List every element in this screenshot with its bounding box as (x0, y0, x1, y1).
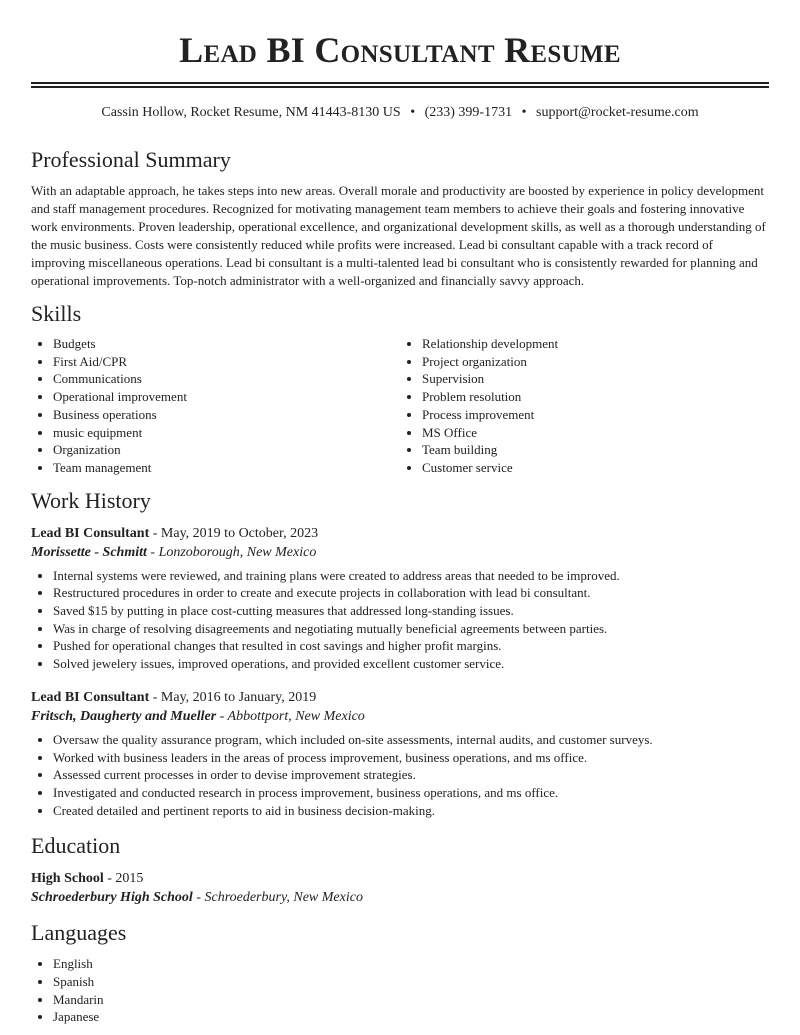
job-bullet: • Investigated and conducted research in process improvement, business operations, and ms office. (53, 784, 769, 802)
skill-item: • Business operations (53, 406, 400, 424)
education-year: - 2015 (103, 871, 144, 887)
languages-heading: Languages (31, 920, 127, 946)
job-company: Fritsch, Daugherty and Mueller (31, 708, 217, 724)
skills-columns (31, 335, 769, 477)
job-company-line (31, 543, 769, 562)
language-item: • Mandarin (53, 991, 769, 1009)
skill-item: • music equipment (53, 424, 400, 442)
job-bullet: • Saved $15 by putting in place cost-cutting measures that addressed long-standing issues. (53, 602, 769, 620)
work-history-heading: Work History (31, 487, 151, 513)
education-school: Schroederbury High School (31, 890, 193, 906)
skill-item: • MS Office (422, 424, 769, 442)
summary-heading: Professional Summary (31, 147, 231, 172)
job-title-line (31, 524, 769, 543)
skill-item: • Operational improvement (53, 388, 400, 406)
skill-item: • Process improvement (422, 406, 769, 424)
job-bullet: • Worked with business leaders in the areas of process improvement, business operations, and ms office. (53, 749, 769, 767)
job-dates: - May, 2019 to October, 2023 (149, 525, 319, 541)
contact-line (31, 104, 769, 122)
job-bullets (31, 731, 769, 820)
work-history-section (31, 487, 769, 820)
title-divider (31, 82, 769, 88)
languages-section (31, 919, 769, 1026)
skills-left-list (31, 335, 400, 477)
skill-item: • Relationship development (422, 335, 769, 353)
job-role: Lead BI Consultant (31, 689, 150, 705)
resume-title: Lead BI Consultant Resume (179, 30, 621, 70)
contact-separator: • (521, 105, 527, 120)
job-dates: - May, 2016 to January, 2019 (149, 689, 317, 705)
resume-page (31, 0, 769, 1026)
job-bullet: • Internal systems were reviewed, and training plans were created to address areas that needed to be improved. (53, 567, 769, 585)
skill-item: • Project organization (422, 353, 769, 371)
contact-phone: (233) 399-1731 (424, 105, 513, 120)
contact-email: support@rocket-resume.com (536, 105, 699, 120)
skill-item: • Organization (53, 441, 400, 459)
skill-item: • Team management (53, 459, 400, 477)
skill-item: • First Aid/CPR (53, 353, 400, 371)
skills-right-list (400, 335, 769, 477)
job-bullet: • Solved jewelery issues, improved operations, and provided excellent customer service. (53, 655, 769, 673)
job-bullet: • Oversaw the quality assurance program, which included on-site assessments, internal audits, and customer surveys. (53, 731, 769, 749)
skill-item: • Problem resolution (422, 388, 769, 406)
job-role: Lead BI Consultant (31, 525, 150, 541)
skill-item: • Team building (422, 441, 769, 459)
languages-list (31, 955, 769, 1026)
contact-separator: • (410, 105, 416, 120)
language-item: • English (53, 955, 769, 973)
job-bullet: • Restructured procedures in order to create and execute projects in collaboration with lead bi consultant. (53, 584, 769, 602)
job-title-line (31, 688, 769, 707)
summary-section (31, 146, 769, 290)
education-location: - Schroederbury, New Mexico (192, 890, 363, 906)
education-degree: High School (31, 871, 104, 887)
skills-heading: Skills (31, 301, 82, 326)
education-degree-line (31, 869, 769, 888)
job-location: - Abbottport, New Mexico (216, 708, 365, 724)
summary-text: With an adaptable approach, he takes steps into new areas. Overall morale and productivity are boosted by experience in policy development and staff management procedures. Recognized for motivating management team members to achieve their goals and fostering innovative work environments. Proven leadership, operational excellence, and organizational development skills, as well as a thorough understanding of the music business. Costs were consistently reduced while profits were increased. Lead bi consultant capable with a track record of improving miscellaneous operations. Lead bi consultant is a multi-talented lead bi consultant who is consistently rewarded for planning and operational improvements. Top-notch administrator with a well-organized and financially savvy approach. (31, 183, 766, 288)
language-item: • Spanish (53, 973, 769, 991)
job-location: - Lonzoborough, New Mexico (146, 544, 317, 560)
job-company: Morissette - Schmitt (31, 544, 147, 560)
education-section (31, 832, 769, 907)
skill-item: • Customer service (422, 459, 769, 477)
job-entry (31, 524, 769, 673)
job-entry (31, 688, 769, 820)
skill-item: • Communications (53, 370, 400, 388)
job-bullet: • Was in charge of resolving disagreements and negotiating mutually beneficial agreements between parties. (53, 620, 769, 638)
job-bullets (31, 567, 769, 673)
job-company-line (31, 707, 769, 726)
education-school-line (31, 888, 769, 907)
skill-item: • Budgets (53, 335, 400, 353)
education-entry (31, 869, 769, 907)
job-bullet: • Created detailed and pertinent reports to aid in business decision-making. (53, 802, 769, 820)
job-bullet: • Assessed current processes in order to devise improvement strategies. (53, 766, 769, 784)
language-item: • Japanese (53, 1008, 769, 1026)
contact-address: Cassin Hollow, Rocket Resume, NM 41443-8130 US (101, 105, 401, 120)
education-heading: Education (31, 833, 121, 859)
job-bullet: • Pushed for operational changes that resulted in cost savings and higher profit margins. (53, 637, 769, 655)
skill-item: • Supervision (422, 370, 769, 388)
skills-section (31, 300, 769, 477)
